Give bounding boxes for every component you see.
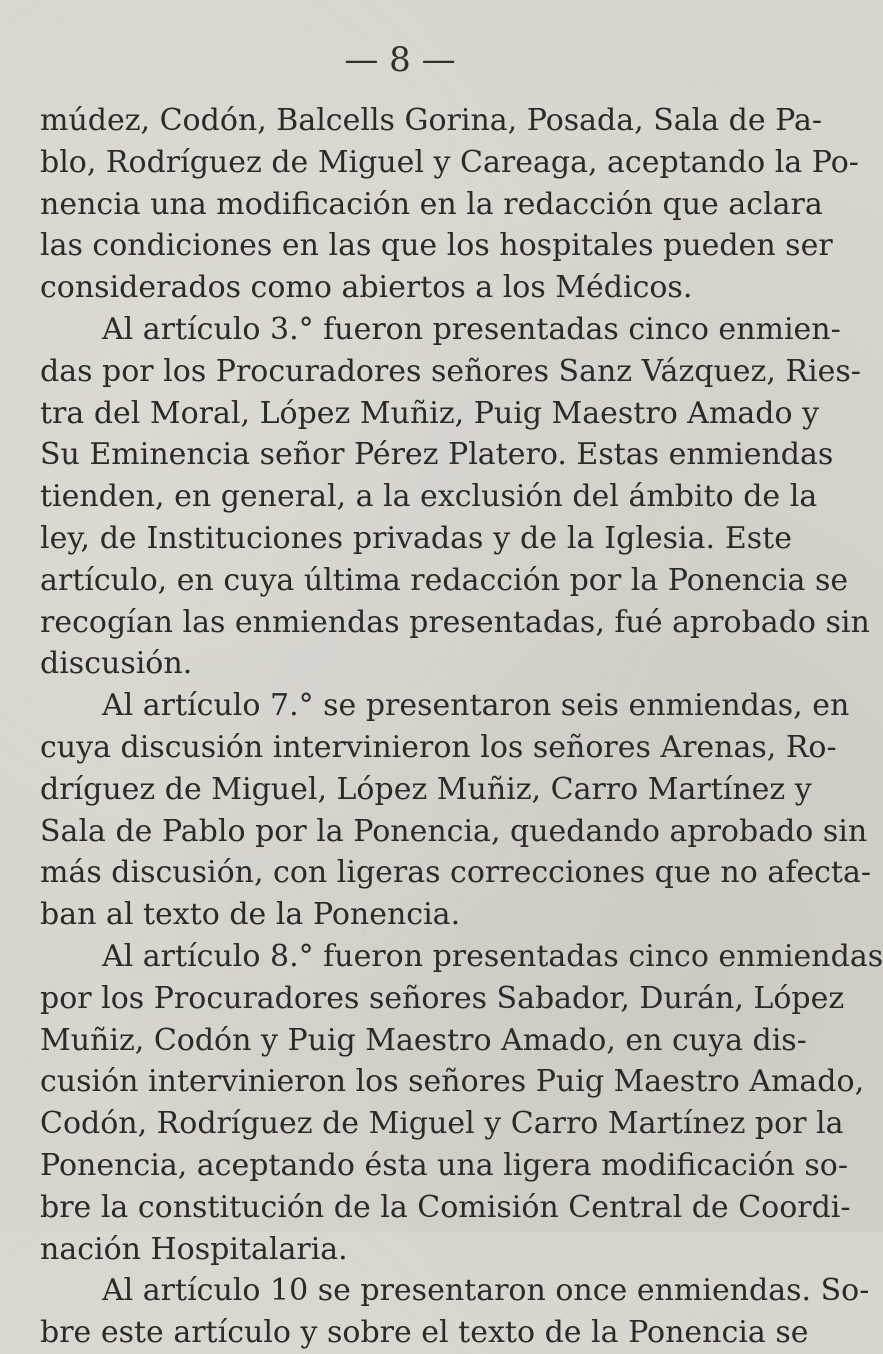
text-line: Al artículo 8.° fueron presentadas cinco enmiendas xyxy=(102,938,883,974)
text-line: discusión. xyxy=(40,646,193,682)
text-line: Ponencia, aceptando ésta una ligera modificación so- xyxy=(40,1147,849,1183)
text-line: ley, de Instituciones privadas y de la Iglesia. Este xyxy=(40,520,792,556)
text-line: las condiciones en las que los hospitales pueden ser xyxy=(40,228,833,264)
text-line: por los Procuradores señores Sabador, Durán, López xyxy=(40,980,845,1016)
text-line: dríguez de Miguel, López Muñiz, Carro Martínez y xyxy=(40,771,812,807)
text-line: das por los Procuradores señores Sanz Vázquez, Ries- xyxy=(40,353,861,389)
text-line: Al artículo 10 se presentaron once enmiendas. So- xyxy=(102,1273,870,1309)
text-line: múdez, Codón, Balcells Gorina, Posada, Sala de Pa- xyxy=(40,103,823,138)
text-line: artículo, en cuya última redacción por la Ponencia se xyxy=(40,562,849,598)
text-line: Muñiz, Codón y Puig Maestro Amado, en cuya dis- xyxy=(40,1022,807,1058)
body-text xyxy=(40,100,883,1354)
text-line: tienden, en general, a la exclusión del ámbito de la xyxy=(40,479,818,515)
text-line: cusión intervinieron los señores Puig Maestro Amado, xyxy=(40,1064,865,1100)
page-number: — 8 — xyxy=(344,40,456,80)
text-line: más discusión, con ligeras correcciones que no afecta- xyxy=(40,855,871,891)
text-line: considerados como abiertos a los Médicos. xyxy=(40,270,693,306)
text-line: nación Hospitalaria. xyxy=(40,1231,348,1267)
text-line: Al artículo 3.° fueron presentadas cinco enmien- xyxy=(102,311,841,347)
text-line: recogían las enmiendas presentadas, fué aprobado sin xyxy=(40,604,870,640)
text-line: Al artículo 7.° se presentaron seis enmiendas, en xyxy=(102,688,850,724)
text-line: blo, Rodríguez de Miguel y Careaga, aceptando la Po- xyxy=(40,144,859,180)
text-line: Su Eminencia señor Pérez Platero. Estas enmiendas xyxy=(40,437,834,473)
text-line: bre la constitución de la Comisión Central de Coordi- xyxy=(40,1189,851,1225)
text-line: Sala de Pablo por la Ponencia, quedando aprobado sin xyxy=(40,813,868,849)
text-line: tra del Moral, López Muñiz, Puig Maestro Amado y xyxy=(40,395,820,431)
text-line: cuya discusión intervinieron los señores Arenas, Ro- xyxy=(40,729,837,765)
text-line: bre este artículo y sobre el texto de la Ponencia se xyxy=(40,1315,809,1351)
text-line: ban al texto de la Ponencia. xyxy=(40,897,461,933)
text-line: nencia una modificación en la redacción que aclara xyxy=(40,186,823,222)
text-line: Codón, Rodríguez de Miguel y Carro Martínez por la xyxy=(40,1106,844,1142)
